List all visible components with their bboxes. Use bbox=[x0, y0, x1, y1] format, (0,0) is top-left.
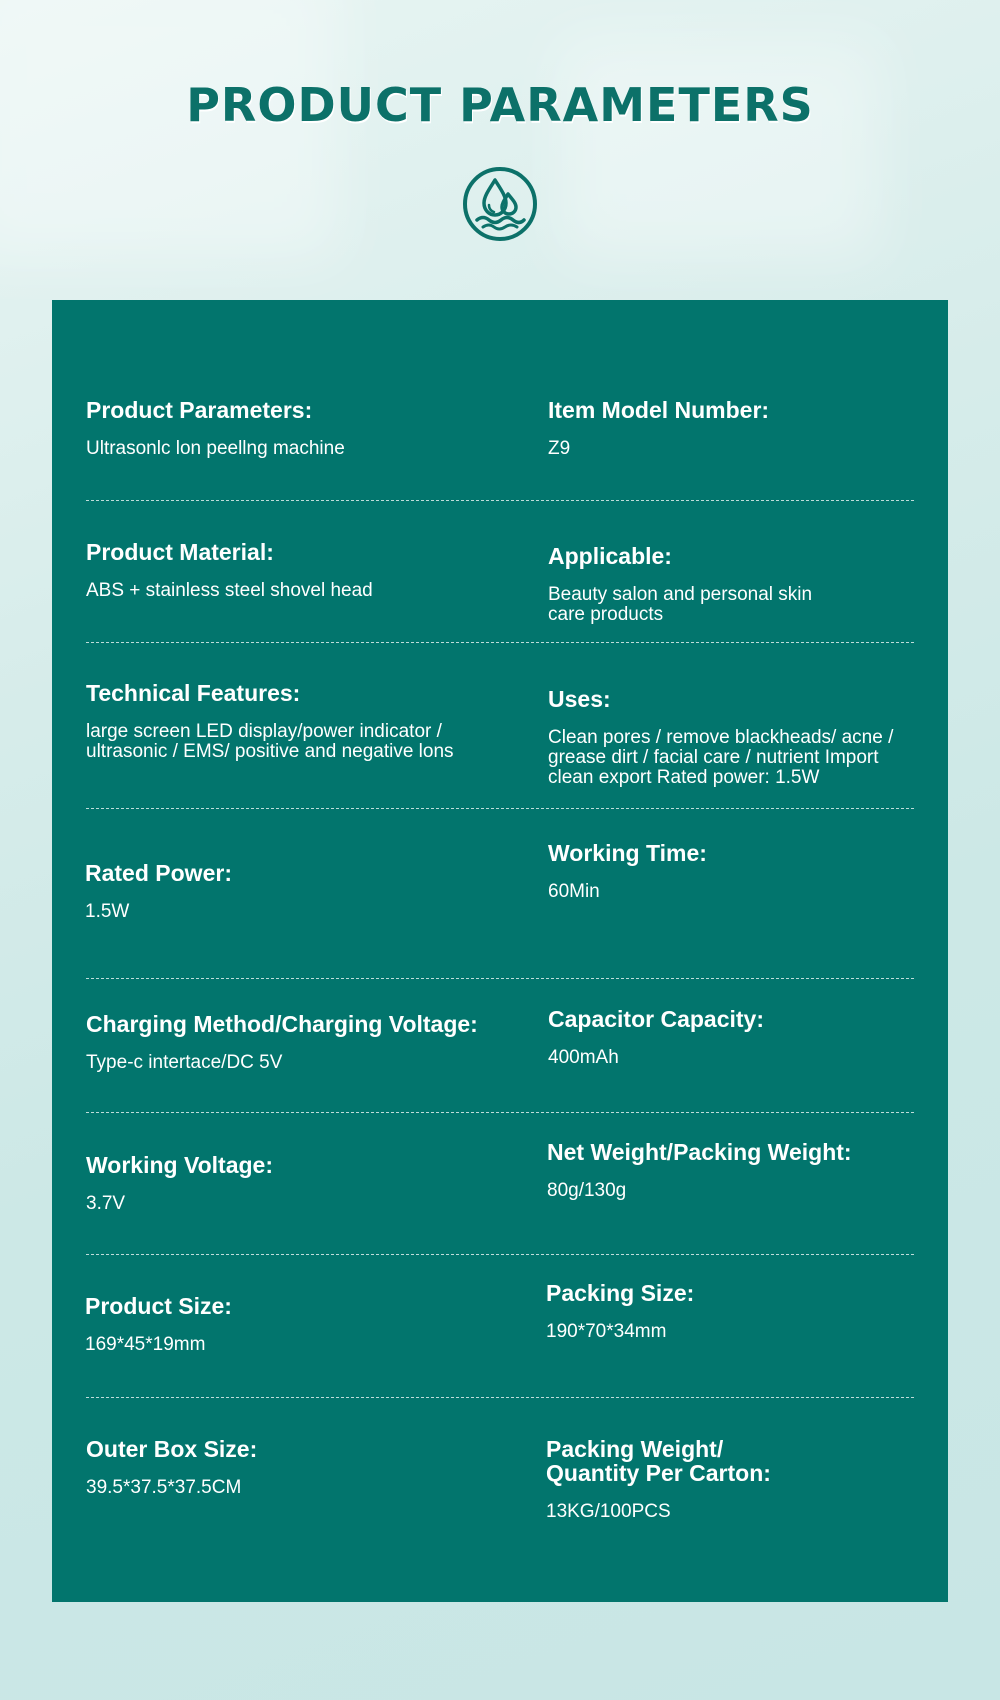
water-drops-icon bbox=[462, 166, 538, 242]
param-product-size bbox=[85, 1294, 505, 1355]
param-value: 80g/130g bbox=[547, 1180, 627, 1201]
param-net-weight bbox=[547, 1140, 927, 1201]
param-label: Charging Method/Charging Voltage: bbox=[86, 1011, 478, 1037]
row-divider bbox=[86, 808, 914, 809]
param-value: 190*70*34mm bbox=[546, 1321, 667, 1342]
param-label: Technical Features: bbox=[86, 680, 301, 706]
param-outer-box-size bbox=[86, 1437, 506, 1498]
param-label: Packing Weight/ Quantity Per Carton: bbox=[546, 1436, 771, 1486]
row-divider bbox=[86, 1112, 914, 1113]
param-capacitor-capacity bbox=[548, 1007, 928, 1068]
param-label: Uses: bbox=[548, 686, 611, 712]
background-light-shape bbox=[560, 40, 880, 260]
param-label: Capacitor Capacity: bbox=[548, 1006, 765, 1032]
param-value: 60Min bbox=[548, 881, 600, 902]
row-divider bbox=[86, 500, 914, 501]
param-label: Working Voltage: bbox=[86, 1152, 273, 1178]
param-value: 169*45*19mm bbox=[85, 1334, 206, 1355]
param-value: large screen LED display/power indicator / ultrasonic / EMS/ positive and negative lons bbox=[86, 721, 454, 762]
row-divider bbox=[86, 1397, 914, 1398]
param-label: Product Material: bbox=[86, 539, 274, 565]
param-label: Product Parameters: bbox=[86, 397, 313, 423]
param-value: Type-c intertace/DC 5V bbox=[86, 1052, 283, 1073]
param-item-model-number bbox=[548, 398, 928, 459]
param-working-voltage bbox=[86, 1153, 506, 1214]
param-packing-weight-quantity bbox=[546, 1437, 926, 1522]
param-label: Item Model Number: bbox=[548, 397, 770, 423]
param-product-parameters bbox=[86, 398, 506, 459]
param-value: 3.7V bbox=[86, 1193, 126, 1214]
param-label: Working Time: bbox=[548, 840, 707, 866]
param-applicable bbox=[548, 544, 928, 625]
param-label: Outer Box Size: bbox=[86, 1436, 258, 1462]
param-value: Clean pores / remove blackheads/ acne / grease dirt / facial care / nutrient Import clean export Rated power: 1.5W bbox=[548, 727, 894, 788]
row-divider bbox=[86, 1254, 914, 1255]
param-value: 13KG/100PCS bbox=[546, 1501, 671, 1522]
page-title: PRODUCT PARAMETERS bbox=[186, 78, 814, 132]
param-product-material bbox=[86, 540, 506, 601]
param-uses bbox=[548, 687, 928, 788]
param-label: Product Size: bbox=[85, 1293, 232, 1319]
param-technical-features bbox=[86, 681, 506, 762]
param-value: ABS + stainless steel shovel head bbox=[86, 580, 373, 601]
row-divider bbox=[86, 978, 914, 979]
param-label: Packing Size: bbox=[546, 1280, 695, 1306]
param-value: 400mAh bbox=[548, 1047, 619, 1068]
param-label: Net Weight/Packing Weight: bbox=[547, 1139, 852, 1165]
param-label: Rated Power: bbox=[85, 860, 232, 886]
param-rated-power bbox=[85, 861, 505, 922]
param-packing-size bbox=[546, 1281, 926, 1342]
param-value: Z9 bbox=[548, 438, 571, 459]
param-value: 39.5*37.5*37.5CM bbox=[86, 1477, 242, 1498]
parameters-panel bbox=[52, 300, 948, 1602]
param-charging-method bbox=[86, 1012, 526, 1073]
param-value: 1.5W bbox=[85, 901, 130, 922]
param-value: Beauty salon and personal skin care products bbox=[548, 584, 813, 625]
row-divider bbox=[86, 642, 914, 643]
param-working-time bbox=[548, 841, 928, 902]
param-label: Applicable: bbox=[548, 543, 672, 569]
param-value: Ultrasonlc lon peellng machine bbox=[86, 438, 345, 459]
